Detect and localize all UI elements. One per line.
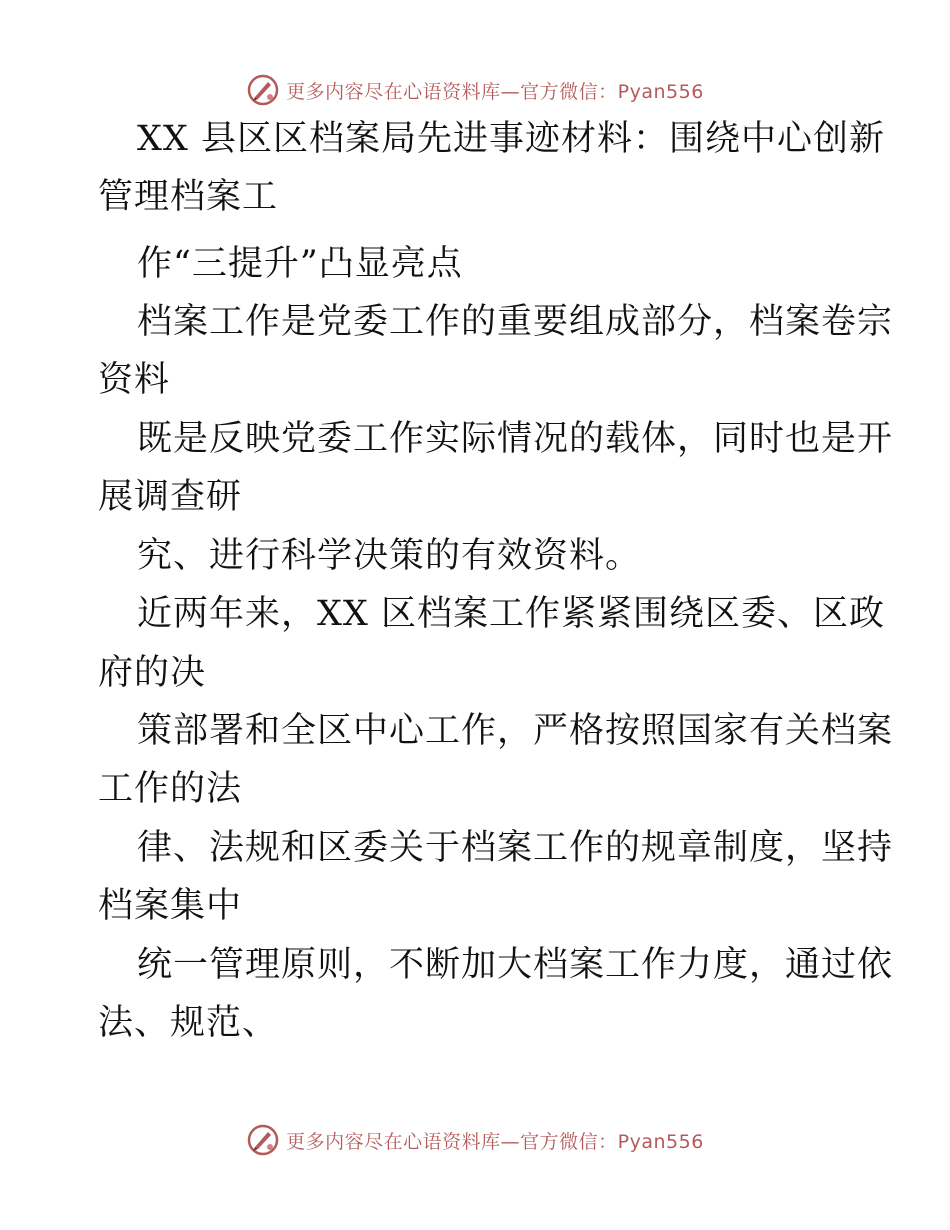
doc-line-11: 策部署和全区中心工作，严格按照国家有关档案 [137, 711, 894, 751]
doc-line-16: 法、规范、 [98, 1003, 279, 1043]
doc-line-10: 府的决 [98, 653, 207, 693]
doc-line-12: 工作的法 [98, 769, 243, 809]
doc-line-6: 既是反映党委工作实际情况的载体，同时也是开 [137, 419, 894, 459]
doc-line-3: 作“三提升”凸显亮点 [137, 244, 463, 284]
pen-feather-logo-icon [246, 73, 280, 107]
footer-banner-text: 更多内容尽在心语资料库—官方微信：Pyan556 [286, 1130, 704, 1153]
header-banner [0, 70, 950, 110]
doc-line-5: 资料 [98, 360, 171, 400]
pen-feather-logo-icon [246, 1123, 280, 1157]
doc-line-7: 展调查研 [98, 477, 243, 517]
doc-line-4: 档案工作是党委工作的重要组成部分，档案卷宗 [137, 302, 894, 342]
doc-line-9: 近两年来，XX 区档案工作紧紧围绕区委、区政 [137, 594, 885, 634]
doc-line-13: 律、法规和区委关于档案工作的规章制度，坚持 [137, 828, 894, 868]
doc-line-2: 管理档案工 [98, 177, 279, 217]
doc-line-14: 档案集中 [98, 886, 243, 926]
header-banner-text: 更多内容尽在心语资料库—官方微信：Pyan556 [286, 80, 704, 103]
doc-line-15: 统一管理原则，不断加大档案工作力度，通过依 [137, 945, 894, 985]
footer-banner [0, 1120, 950, 1160]
doc-line-1: XX 县区区档案局先进事迹材料：围绕中心创新 [137, 119, 885, 159]
doc-line-8: 究、进行科学决策的有效资料。 [137, 536, 642, 576]
